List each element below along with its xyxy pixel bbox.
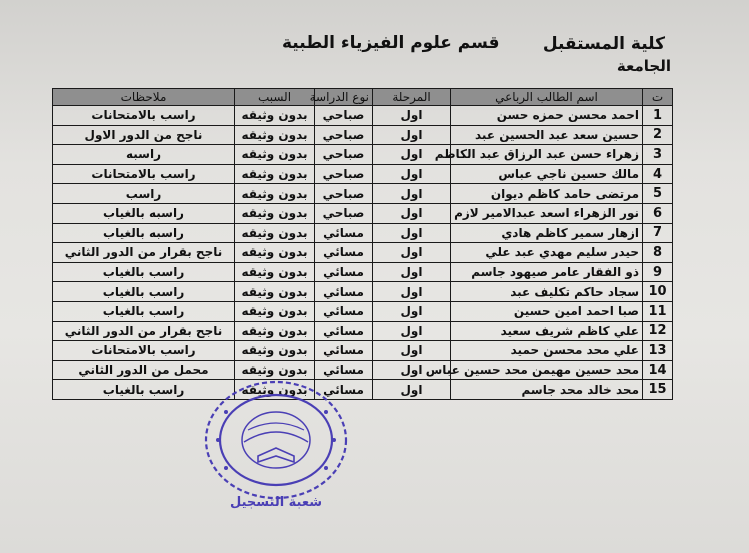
student-name: زهراء حسن عبد الرزاق عبد الكاظم [451,145,643,165]
study-type-cell: مسائي [315,380,373,400]
row-number: 3 [643,145,673,165]
notes-cell: راسب بالامتحانات [53,164,235,184]
notes-cell: راسبه بالغياب [53,203,235,223]
notes-cell: راسب بالامتحانات [53,341,235,361]
notes-cell: راسب [53,184,235,204]
stage-cell: اول [373,106,451,126]
stage-cell: اول [373,125,451,145]
table-row [53,282,673,302]
study-type-cell: مسائي [315,301,373,321]
reason-cell: بدون وثيقه [235,125,315,145]
row-number: 9 [643,262,673,282]
student-name: حسين سعد عبد الحسين عبد [451,125,643,145]
table-row [53,321,673,341]
stage-cell: اول [373,223,451,243]
notes-cell: راسب بالغياب [53,380,235,400]
column-header-stage: المرحلة [373,89,451,106]
table-row [53,301,673,321]
stage-cell: اول [373,301,451,321]
table-row [53,184,673,204]
row-number: 2 [643,125,673,145]
table-row [53,145,673,165]
notes-cell: ناجح بقرار من الدور الثاني [53,321,235,341]
column-header-name: اسم الطالب الرباعي [451,89,643,106]
notes-cell: راسب بالغياب [53,262,235,282]
row-number: 1 [643,106,673,126]
reason-cell: بدون وثيقه [235,145,315,165]
reason-cell: بدون وثيقه [235,282,315,302]
study-type-cell: صباحي [315,164,373,184]
row-number: 12 [643,321,673,341]
table-row [53,380,673,400]
table-row [53,262,673,282]
student-name: محد خالد محد جاسم [451,380,643,400]
study-type-cell: مسائي [315,243,373,263]
stage-cell: اول [373,203,451,223]
stage-cell: اول [373,341,451,361]
student-name: صبا احمد امين حسين [451,301,643,321]
student-name: علي كاظم شريف سعيد [451,321,643,341]
reason-cell: بدون وثيقه [235,106,315,126]
table-row [53,203,673,223]
reason-cell: بدون وثيقه [235,301,315,321]
notes-cell: راسبه [53,145,235,165]
study-type-cell: صباحي [315,106,373,126]
study-type-cell: صباحي [315,184,373,204]
university-name: الجامعة [616,57,671,75]
reason-cell: بدون وثيقه [235,380,315,400]
study-type-cell: مسائي [315,360,373,380]
stage-cell: اول [373,164,451,184]
reason-cell: بدون وثيقه [235,262,315,282]
stamp-text: شعبة التسجيل [230,495,322,510]
stage-cell: اول [373,321,451,341]
student-name: مالك حسين ناجي عباس [451,164,643,184]
reason-cell: بدون وثيقه [235,360,315,380]
study-type-cell: مسائي [315,262,373,282]
table-row [53,125,673,145]
study-type-cell: مسائي [315,223,373,243]
notes-cell: راسب بالامتحانات [53,106,235,126]
column-header-notes: ملاحظات [53,89,235,106]
student-name: مرتضى حامد كاظم ديوان [451,184,643,204]
notes-cell: راسب بالغياب [53,282,235,302]
table-row [53,223,673,243]
row-number: 5 [643,184,673,204]
student-name: علي محد محسن حميد [451,341,643,361]
row-number: 10 [643,282,673,302]
study-type-cell: صباحي [315,125,373,145]
row-number: 13 [643,341,673,361]
column-header-number: ت [643,89,673,106]
registration-stamp [196,372,356,512]
reason-cell: بدون وثيقه [235,321,315,341]
college-name: كلية المستقبل [542,34,665,54]
row-number: 15 [643,380,673,400]
notes-cell: محمل من الدور الثاني [53,360,235,380]
notes-cell: راسب بالغياب [53,301,235,321]
reason-cell: بدون وثيقه [235,341,315,361]
column-header-study-type: نوع الدراسة [315,89,373,106]
notes-cell: راسبه بالغياب [53,223,235,243]
study-type-cell: صباحي [315,145,373,165]
notes-cell: ناجح بقرار من الدور الثاني [53,243,235,263]
reason-cell: بدون وثيقه [235,164,315,184]
row-number: 14 [643,360,673,380]
student-name: حيدر سليم مهدي عبد علي [451,243,643,263]
column-header-reason: السبب [235,89,315,106]
student-name: نور الزهراء اسعد عبدالامير لازم [451,203,643,223]
student-name: ازهار سمير كاظم هادي [451,223,643,243]
stage-cell: اول [373,243,451,263]
reason-cell: بدون وثيقه [235,243,315,263]
table-row [53,341,673,361]
students-table [52,88,673,400]
table-row [53,360,673,380]
stage-cell: اول [373,282,451,302]
row-number: 11 [643,301,673,321]
stage-cell: اول [373,380,451,400]
student-name: ذو الفقار عامر صيهود جاسم [451,262,643,282]
table-row [53,106,673,126]
student-name: محد حسين مهيمن محد حسين عباس [451,360,643,380]
study-type-cell: صباحي [315,203,373,223]
study-type-cell: مسائي [315,282,373,302]
student-name: احمد محسن حمزه حسن [451,106,643,126]
reason-cell: بدون وثيقه [235,184,315,204]
table-row [53,243,673,263]
stage-cell: اول [373,262,451,282]
student-name: سجاد حاكم تكليف عبد [451,282,643,302]
stage-cell: اول [373,360,451,380]
study-type-cell: مسائي [315,341,373,361]
reason-cell: بدون وثيقه [235,223,315,243]
table-header-row [53,89,673,106]
department-title: قسم علوم الفيزياء الطبية [282,33,500,53]
reason-cell: بدون وثيقه [235,203,315,223]
row-number: 4 [643,164,673,184]
row-number: 6 [643,203,673,223]
row-number: 8 [643,243,673,263]
row-number: 7 [643,223,673,243]
stage-cell: اول [373,145,451,165]
notes-cell: ناجح من الدور الاول [53,125,235,145]
table-row [53,164,673,184]
study-type-cell: مسائي [315,321,373,341]
stage-cell: اول [373,184,451,204]
